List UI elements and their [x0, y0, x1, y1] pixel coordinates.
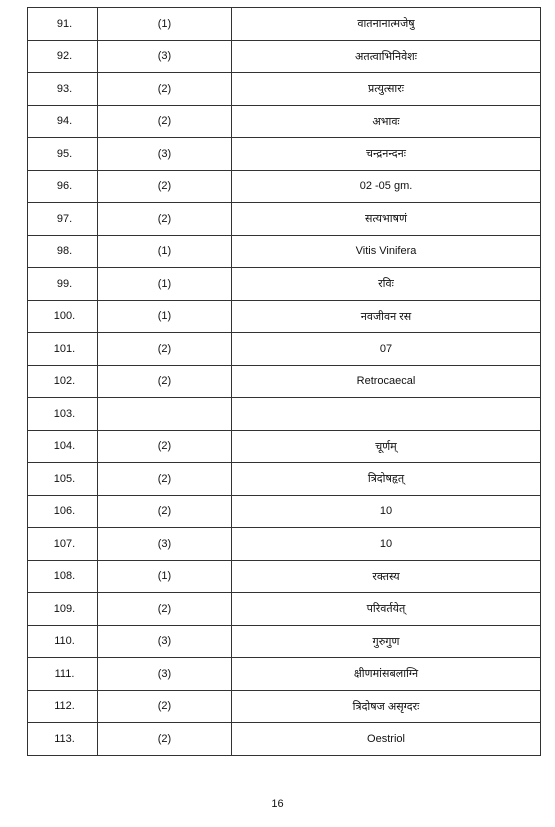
- option-cell: [98, 73, 232, 106]
- option-cell: [98, 105, 232, 138]
- answer-text: गुरुगुण: [372, 635, 400, 648]
- question-number-text: 112.: [54, 700, 75, 713]
- table-row: [28, 105, 541, 138]
- answer-text: 07: [379, 342, 393, 355]
- answer-text: Vitis Vinifera: [355, 245, 417, 258]
- answer-text: प्रत्युत्सारः: [368, 83, 404, 96]
- question-number-cell: [28, 333, 98, 366]
- answer-text: चूर्णम्: [375, 440, 397, 453]
- option-text: (1): [157, 17, 172, 30]
- answer-cell: [232, 365, 541, 398]
- table-row: [28, 170, 541, 203]
- answer-cell: [232, 593, 541, 626]
- table-row: [28, 40, 541, 73]
- question-number-cell: [28, 593, 98, 626]
- option-text: (3): [157, 147, 172, 160]
- option-cell: [98, 560, 232, 593]
- option-text: (2): [157, 115, 172, 128]
- answer-key-table: [27, 7, 541, 756]
- option-text: (3): [157, 635, 172, 648]
- answer-cell: [232, 333, 541, 366]
- option-text: (3): [157, 667, 172, 680]
- option-text: (3): [157, 537, 172, 550]
- option-text: (2): [157, 732, 172, 745]
- table-row: [28, 560, 541, 593]
- answer-cell: [232, 268, 541, 301]
- option-text: (2): [157, 700, 172, 713]
- table-row: [28, 268, 541, 301]
- table-row: [28, 73, 541, 106]
- question-number-cell: [28, 105, 98, 138]
- page-number: 16: [271, 798, 284, 810]
- table-row: [28, 625, 541, 658]
- question-number-text: 109.: [53, 602, 76, 615]
- question-number-text: 110.: [54, 635, 75, 648]
- question-number-cell: [28, 73, 98, 106]
- table-row: [28, 138, 541, 171]
- question-number-text: 102.: [53, 375, 76, 388]
- table-row: [28, 690, 541, 723]
- option-cell: [98, 268, 232, 301]
- option-cell: [98, 333, 232, 366]
- answer-key-table-body: [28, 8, 541, 756]
- question-number-cell: [28, 723, 98, 756]
- question-number-cell: [28, 40, 98, 73]
- answer-cell: [232, 8, 541, 41]
- table-row: [28, 365, 541, 398]
- option-text: (1): [157, 277, 172, 290]
- option-cell: [98, 8, 232, 41]
- question-number-cell: [28, 528, 98, 561]
- option-text: (1): [157, 570, 172, 583]
- question-number-text: 105.: [53, 472, 76, 485]
- option-cell: [98, 528, 232, 561]
- option-text: (3): [157, 50, 172, 63]
- table-row: [28, 593, 541, 626]
- table-row: [28, 430, 541, 463]
- answer-cell: [232, 203, 541, 236]
- table-row: [28, 658, 541, 691]
- question-number-cell: [28, 268, 98, 301]
- question-number-text: 97.: [56, 212, 73, 225]
- question-number-text: 103.: [53, 407, 76, 420]
- answer-cell: [232, 73, 541, 106]
- question-number-text: 108.: [53, 570, 76, 583]
- answer-text: वातनानात्मजेषु: [357, 18, 415, 31]
- answer-text: अभावः: [372, 115, 400, 128]
- table-row: [28, 235, 541, 268]
- option-text: (2): [157, 212, 172, 225]
- option-text: (2): [157, 342, 172, 355]
- question-number-cell: [28, 170, 98, 203]
- question-number-cell: [28, 495, 98, 528]
- answer-text: नवजीवन रस: [360, 310, 412, 323]
- question-number-text: 99.: [56, 277, 73, 290]
- option-text: (1): [157, 310, 172, 323]
- question-number-cell: [28, 625, 98, 658]
- answer-cell: [232, 625, 541, 658]
- question-number-text: 101.: [53, 342, 76, 355]
- answer-text: त्रिदोषज असृग्दरः: [352, 700, 420, 713]
- answer-cell: [232, 105, 541, 138]
- answer-cell: [232, 658, 541, 691]
- question-number-text: 98.: [56, 245, 73, 258]
- option-cell: [98, 625, 232, 658]
- option-cell: [98, 463, 232, 496]
- option-text: (2): [157, 440, 172, 453]
- question-number-text: 92.: [56, 50, 73, 63]
- option-cell: [98, 235, 232, 268]
- option-cell: [98, 365, 232, 398]
- answer-cell: [232, 138, 541, 171]
- table-row: [28, 528, 541, 561]
- question-number-text: 96.: [56, 180, 73, 193]
- answer-cell: [232, 235, 541, 268]
- table-row: [28, 723, 541, 756]
- question-number-text: 107.: [53, 537, 76, 550]
- option-text: (2): [157, 472, 172, 485]
- answer-text: रविः: [378, 278, 394, 291]
- answer-cell: [232, 398, 541, 431]
- option-cell: [98, 203, 232, 236]
- question-number-text: 111.: [54, 667, 75, 680]
- question-number-cell: [28, 8, 98, 41]
- table-row: [28, 398, 541, 431]
- option-cell: [98, 658, 232, 691]
- option-cell: [98, 170, 232, 203]
- answer-text: 10: [379, 505, 393, 518]
- answer-text: चन्द्रनन्दनः: [366, 148, 406, 161]
- question-number-cell: [28, 430, 98, 463]
- answer-cell: [232, 723, 541, 756]
- answer-text: 02 -05 gm.: [359, 180, 413, 193]
- question-number-text: 94.: [56, 115, 73, 128]
- answer-cell: [232, 528, 541, 561]
- answer-text: रक्तस्य: [372, 570, 400, 583]
- answer-text: त्रिदोषहृत्: [367, 473, 405, 486]
- question-number-cell: [28, 398, 98, 431]
- table-row: [28, 8, 541, 41]
- answer-cell: [232, 170, 541, 203]
- table-row: [28, 495, 541, 528]
- table-row: [28, 333, 541, 366]
- answer-text: सत्यभाषणं: [365, 213, 407, 226]
- answer-text: क्षीणमांसबलाग्नि: [353, 668, 419, 681]
- question-number-text: 91.: [56, 17, 73, 30]
- question-number-text: 106.: [53, 505, 76, 518]
- answer-cell: [232, 40, 541, 73]
- question-number-text: 113.: [54, 732, 75, 745]
- option-cell: [98, 495, 232, 528]
- option-text: (1): [157, 245, 172, 258]
- question-number-cell: [28, 300, 98, 333]
- question-number-text: 95.: [56, 147, 73, 160]
- question-number-cell: [28, 138, 98, 171]
- option-text: (2): [157, 180, 172, 193]
- question-number-text: 104.: [53, 440, 76, 453]
- answer-cell: [232, 463, 541, 496]
- option-cell: [98, 398, 232, 431]
- question-number-cell: [28, 463, 98, 496]
- option-cell: [98, 690, 232, 723]
- answer-text: 10: [379, 537, 393, 550]
- option-text: (2): [157, 602, 172, 615]
- option-cell: [98, 430, 232, 463]
- option-cell: [98, 723, 232, 756]
- table-row: [28, 300, 541, 333]
- question-number-text: 93.: [56, 82, 73, 95]
- question-number-text: 100.: [53, 310, 76, 323]
- option-cell: [98, 300, 232, 333]
- answer-text: Retrocaecal: [356, 375, 416, 388]
- table-row: [28, 463, 541, 496]
- question-number-cell: [28, 365, 98, 398]
- question-number-cell: [28, 560, 98, 593]
- option-cell: [98, 138, 232, 171]
- question-number-cell: [28, 203, 98, 236]
- answer-cell: [232, 430, 541, 463]
- option-text: (2): [157, 505, 172, 518]
- option-cell: [98, 593, 232, 626]
- option-cell: [98, 40, 232, 73]
- answer-cell: [232, 300, 541, 333]
- question-number-cell: [28, 235, 98, 268]
- answer-cell: [232, 495, 541, 528]
- table-row: [28, 203, 541, 236]
- answer-text: Oestriol: [367, 732, 405, 745]
- question-number-cell: [28, 690, 98, 723]
- answer-text: अतत्वाभिनिवेशः: [355, 50, 417, 63]
- answer-cell: [232, 690, 541, 723]
- option-text: (2): [157, 82, 172, 95]
- option-text: (2): [157, 375, 172, 388]
- answer-text: परिवर्तयेत्: [366, 603, 406, 616]
- answer-cell: [232, 560, 541, 593]
- question-number-cell: [28, 658, 98, 691]
